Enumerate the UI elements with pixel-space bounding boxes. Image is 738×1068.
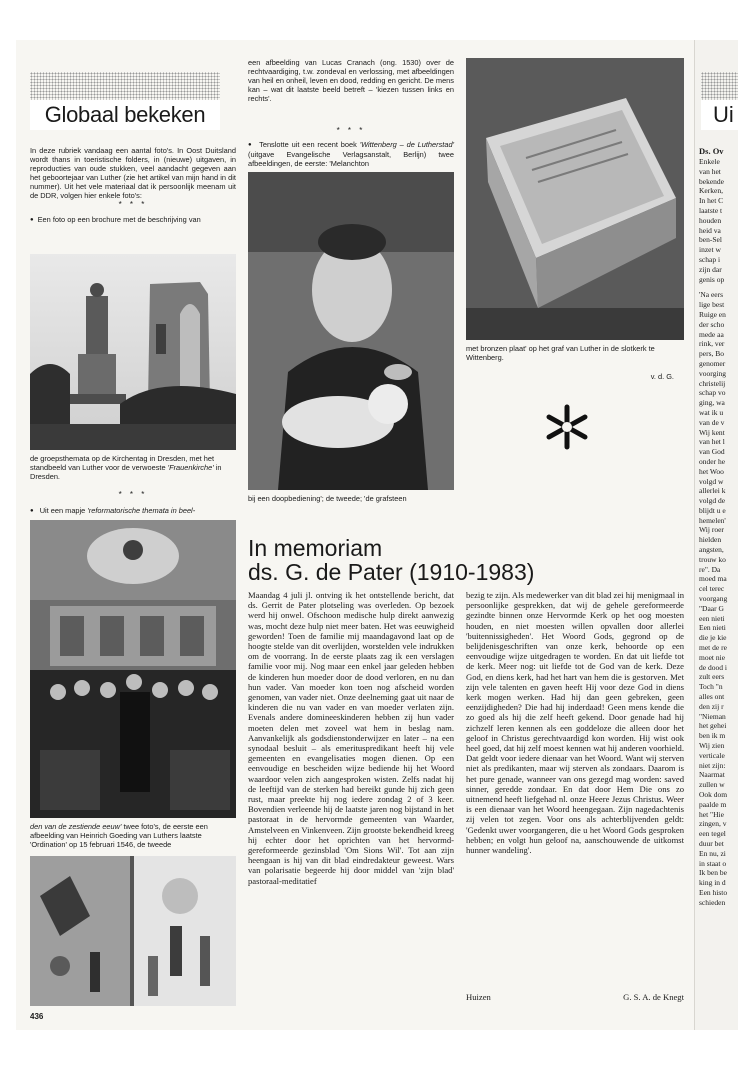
next-page-line: trouw ko [699, 554, 726, 564]
caption-grave: met bronzen plaat' op het graf van Luther in de slotkerk te Wittenberg. [466, 344, 655, 362]
bullet-wittenberg: ● Tenslotte uit een recent boek 'Wittenberg – de Lutherstad' (uitgave Evangelische Verlagsanstalt, Berlijn) twee afbeeldingen, de eerste: 'Melanchton [248, 140, 454, 168]
next-page-line: zijn dar [699, 264, 722, 274]
next-page-line: duur bet [699, 838, 724, 848]
next-page-line: hielden [699, 535, 722, 545]
next-page-line: genis op [699, 274, 725, 284]
next-page-line: "Nieman [699, 711, 726, 721]
next-page-line: schieden [699, 897, 726, 907]
next-page-line: niet zijn: [699, 760, 726, 770]
next-page-line: heid va [699, 225, 721, 235]
next-page-line: allerlei k [699, 486, 726, 496]
next-page-line: Ik ben be [699, 868, 727, 878]
next-page-title-dots [701, 72, 738, 102]
next-page-line: schap i [699, 254, 721, 264]
next-page-line: Wij kent [699, 427, 725, 437]
memoriam-author: G. S. A. de Knegt [623, 992, 684, 1002]
next-page-line: Een histo [699, 887, 728, 897]
next-page-line: Enkele [699, 157, 720, 166]
next-page-line: houden [699, 215, 722, 225]
next-page-line: lige best [699, 300, 725, 310]
next-page-strip [694, 40, 738, 1030]
photo-cranach-rechtvaardiging [30, 856, 236, 1006]
next-page-line: genomer [699, 358, 726, 368]
next-page-line: Ruige en [699, 309, 726, 319]
next-page-heading: Ds. Ov [699, 146, 724, 156]
next-page-line: onder he [699, 456, 726, 466]
next-page-line: voorging [699, 368, 726, 378]
next-page-line: in staat o [699, 858, 727, 868]
next-page-line: van God [699, 447, 725, 457]
next-page-line: alles ont [699, 692, 725, 702]
next-page-line: re". Da [699, 564, 721, 574]
memoriam-title-line2: ds. G. de Pater (1910-1983) [248, 559, 535, 585]
next-page-line: christelij [699, 378, 726, 388]
next-page-line: En nu, zi [699, 848, 726, 858]
bullet-brochure: ● Een foto op een brochure met de beschrijving van [30, 215, 236, 225]
separator-stars-3: * * * [336, 126, 366, 135]
next-page-line: Wij zien [699, 741, 725, 751]
photo-luther-statue-dresden [30, 254, 236, 450]
next-page-line: ben ik m [699, 731, 726, 741]
next-page-line: van de v [699, 417, 725, 427]
next-page-line: moed ma [699, 574, 727, 584]
next-page-line: zingen, v [699, 819, 727, 829]
next-page-line: mede aa [699, 329, 724, 339]
next-page-line: met de re [699, 643, 727, 653]
next-page-line: zult eers [699, 672, 725, 682]
caption-ordination: den van de zestiende eeuw' twee foto's, de eerste een afbeelding van Heinrich Goeding van Luthers laatste 'Ordination' op 15 februari 1546, de tweede [30, 822, 208, 849]
next-page-line: het gehei [699, 721, 727, 731]
next-page-line: wat ik u [699, 407, 724, 417]
photo-luther-ordination [30, 520, 236, 818]
next-page-line: den zij r [699, 701, 724, 711]
next-page-line: der scho [699, 319, 725, 329]
next-page-line: blijdt u e [699, 505, 726, 515]
next-page-line: paalde m [699, 799, 727, 809]
next-page-line: de dood i [699, 662, 727, 672]
next-page-line: rink, ver [699, 339, 725, 349]
next-page-line: Wij roer [699, 525, 724, 535]
next-page-line: het Woo [699, 466, 724, 476]
next-page-line: Toch "n [699, 682, 723, 692]
next-page-line: Ook dom [699, 790, 728, 799]
memoriam-title [248, 536, 688, 584]
next-page-line: Kerken, [699, 186, 723, 196]
next-page-line: cel terec [699, 584, 725, 594]
rubric-intro: In deze rubriek vandaag een aantal foto's. In Oost Duitsland wordt thans in toeristische folders, in (nieuwe) uitgaven, in reproducties van oude stukken, veel aandacht gegeven aan het geboortejaar van Luther (zie het artikel van mijn hand in dit nummer). Uit het vele materiaal dat ik persoonlijk meenam uit de DDR, volgen hier enkele foto's: * * * ● Een foto op een brochure met de beschrijving van [30, 146, 236, 225]
photo-luther-grave [466, 58, 684, 340]
next-page-line: volgd de [699, 496, 726, 506]
memoriam-place: Huizen [466, 992, 491, 1002]
next-page-line: ging, wa [699, 398, 725, 408]
next-page-line: voorgang [699, 594, 728, 604]
next-page-line: ben-Sel [699, 235, 722, 245]
next-page-line: pers, Bo [699, 349, 724, 359]
next-page-line: Een nieti [699, 623, 726, 633]
next-page-line: inzet w [699, 245, 721, 255]
next-page-line: "Daar G [699, 603, 724, 613]
rubric-title: Globaal bekeken [30, 100, 220, 130]
next-page-line: van het l [699, 437, 725, 447]
next-page-line: een tegel [699, 829, 726, 839]
next-page-line: laatste t [699, 205, 723, 215]
rubric-title-dots [30, 72, 220, 102]
next-page-line: verticale [699, 750, 725, 760]
caption-dresden: de groepsthemata op de Kirchentag in Dresden, met het standbeeld van Luther voor de verwoeste 'Frauenkirche' in Dresden. [30, 454, 222, 481]
next-page-line: van het [699, 166, 721, 176]
next-page-line: die je kie [699, 633, 727, 643]
next-page-text [699, 157, 738, 908]
caption-melanchthon: bij een doopbediening'; de tweede; 'de grafsteen [248, 494, 407, 503]
next-page-line: Naarmat [699, 770, 725, 780]
next-page-line: volgd w [699, 476, 724, 486]
next-page-line: In het C [699, 196, 724, 206]
memoriam-column-1: Maandag 4 juli jl. ontving ik het ontstellende bericht, dat ds. Gerrit de Pater plotseling was overleden. Op bezoek werd hij onwel. Ofschoon medische hulp direkt aanwezig was, mocht deze hulp niet meer baten. Het was eeuwigheid geworden! Toen de familie mij maandagavond laat op de hoogte stelde van dit overlijden, worstelden vele indrukken om de voorrang. In de eerste plaats zag ik een verslagen familie voor mij. Nog maar een enkel jaar geleden hebben de kinderen hun moeder door de dood verloren, en nu dan hun vader. Van moeder kon toen nog afscheid worden genomen, van vader niet. Onze deelneming gaat uit naar de kinderen die nu van vader en van moeder verlaten zijn. Evenals andere domineeskinderen hebben zij hun vader moeten delen met zoveel wat hem in beslag nam. Aanvankelijk als godsdienstonderwijzer en later – na een synodaal besluit – als emerituspredikant heeft hij vele gemeenten en evangelisaties mogen dienen. Op een eenvoudige en bescheiden wijze bediende hij het Woord waardoor velen zich aangesproken wisten. Zelfs nadat hij de leeftijd van de sterken had bereikt gunde hij zich geen rust, maar preekte hij nog iedere zondag 2 of 3 keer. Bovendien verleende hij de laatste jaren nog bijstand in het pastoraat in de hervormde gemeenten van Waarder, Amstelveen en Vinkenveen. Zijn grootste bekendheid kreeg hij echter door het oprichten van het hervormd-gereformeerde gezinsblad 'Om Sions Wil'. Tot aan zijn heengaan is hij van dit blad eindredakteur geweest. Wars van polarisatie begeerde hij door middel van 'zijn blad' pastoraal-meditatief [248, 590, 454, 886]
bullet-mapje: ● Uit een mapje 'reformatorische themata in beel- [30, 506, 236, 516]
page-number: 436 [30, 1012, 44, 1021]
photo-melanchthon-baptism [248, 172, 454, 490]
next-page-line: het "Hie [699, 809, 724, 819]
memoriam-column-2: bezig te zijn. Als medewerker van dit blad zei hij menigmaal in persoonlijke gesprekken, dat wij de gehele gereformeerde gezindte binnen onze Hervormde Kerk op het oog moesten houden, en niet moesten willen opvallen door allerlei 'buitennissigheden'. Het Woord Gods, gegrond op de belijdenisgeschriften van onze kerk, behoorde op een eenvoudige wijze uitgedragen te worden. En dat uit liefde tot de kerk. Meer nog: uit liefde tot de God van de kerk. Deze God, en diens kerk, had het hart van hem die is gestorven. Met zijn vele talenten en gaven heeft Hij voor deze God in diens kerk mogen werken. Had hij dan geen gebreken, geen eenzijdigheden? Die had hij inderdaad! Geen mens kende die zo goed als hij die zelf heeft gekend. Door genade had hij zichzelf leren kennen als een goddeloze die alleen door het geloof in Christus gerechtvaardigd kon worden. Hij wist ook heel goed, dat hij zelf moest kennen wat hij anderen voorhield. Dat geldt voor iedere dienaar van het Woord. Want wij sterven niet als predikanten, maar wij sterven als zondaars. Daarom is het pure genade, wanneer van ons gezegd mag worden: saved sinner, geredde zondaar. En dat door Hem Die ons zo uitnemend heeft liefgehad nl. onze Heere Jezus Christus. Weer is een dienaar van het Woord heengegaan. Zijn nagedachtenis zij velen tot zegen. Voor ons als achterblijvenden geldt: 'Gedenkt uwer voorgangeren, die u het Woord Gods gesproken hebben; en volgt hun geloof na, aanschouwende de uitkomst hunner wandeling'. [466, 590, 684, 856]
next-page-line: een nieti [699, 613, 725, 623]
next-page-line: moet nie [699, 652, 726, 662]
asterisk-ornament [542, 402, 592, 452]
separator-stars: * * * [118, 200, 148, 209]
memoriam-title-line1: In memoriam [248, 535, 383, 561]
next-page-title: Ui [701, 100, 738, 130]
cranach-description: een afbeelding van Lucas Cranach (ong. 1530) over de rechtvaardiging, t.w. zondeval en verlossing, met afbeeldingen van heil en onheil, leven en dood, redding en gericht. De mens kan – wat dit laatste beeld betreft – 'kiezen tussen links en rechts'. [248, 58, 454, 103]
next-page-line: bekende [699, 176, 724, 186]
next-page-line: king in d [699, 878, 726, 888]
separator-stars-2: * * * [118, 490, 148, 499]
magazine-page [16, 40, 694, 1030]
signature-vdg: v. d. G. [650, 372, 674, 381]
next-page-line: schap vo [699, 388, 726, 398]
next-page-line: zullen w [699, 780, 725, 790]
next-page-line: angsten, [699, 545, 724, 555]
next-page-line: hemelen' [699, 515, 726, 525]
next-page-line: 'Na eers [699, 290, 724, 300]
